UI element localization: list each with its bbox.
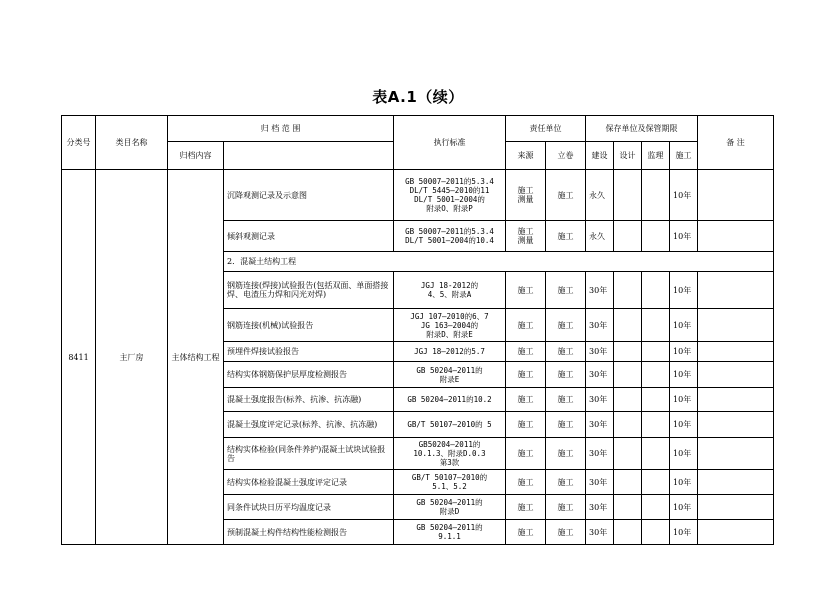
row-design bbox=[614, 342, 642, 362]
row-supervision bbox=[642, 170, 670, 221]
header-archive-content: 归档内容 bbox=[168, 142, 224, 170]
header-archive-scope: 归 档 范 围 bbox=[168, 116, 394, 142]
row-contractor: 10年 bbox=[670, 272, 698, 309]
row-remarks bbox=[698, 362, 774, 388]
row-supervision bbox=[642, 362, 670, 388]
row-supervision bbox=[642, 495, 670, 520]
row-contractor: 10年 bbox=[670, 362, 698, 388]
row-contractor: 10年 bbox=[670, 412, 698, 438]
row-remarks bbox=[698, 342, 774, 362]
header-responsible-unit: 责任单位 bbox=[506, 116, 586, 142]
row-filing: 施工 bbox=[546, 495, 586, 520]
row-supervision bbox=[642, 342, 670, 362]
row-name: 钢筋连接(焊接)试验报告(包括双面、单面搭接焊、电渣压力焊和闪光对焊) bbox=[224, 272, 394, 309]
row-source: 施工 bbox=[506, 412, 546, 438]
header-archive-content-blank bbox=[224, 142, 394, 170]
row-name: 混凝土强度报告(标养、抗渗、抗冻融) bbox=[224, 388, 394, 412]
header-source: 来源 bbox=[506, 142, 546, 170]
row-filing: 施工 bbox=[546, 362, 586, 388]
row-filing: 施工 bbox=[546, 470, 586, 495]
header-retention: 保存单位及保管期限 bbox=[586, 116, 698, 142]
row-remarks bbox=[698, 412, 774, 438]
row-name: 沉降观测记录及示意图 bbox=[224, 170, 394, 221]
row-design bbox=[614, 412, 642, 438]
row-source: 施工 bbox=[506, 438, 546, 470]
row-remarks bbox=[698, 272, 774, 309]
row-standard: JGJ 18—2012的5.7 bbox=[394, 342, 506, 362]
header-category-name: 类目名称 bbox=[96, 116, 168, 170]
row-source: 施工 bbox=[506, 309, 546, 342]
row-construction: 30年 bbox=[586, 388, 614, 412]
row-remarks bbox=[698, 520, 774, 545]
row-name: 同条件试块日历平均温度记录 bbox=[224, 495, 394, 520]
row-standard: GB 50204—2011的 9.1.1 bbox=[394, 520, 506, 545]
table-title: 表A.1（续） bbox=[372, 88, 464, 106]
row-construction: 永久 bbox=[586, 221, 614, 252]
row-supervision bbox=[642, 438, 670, 470]
row-supervision bbox=[642, 520, 670, 545]
row-source: 施工 bbox=[506, 470, 546, 495]
row-standard: GB/T 50107—2010的 5 bbox=[394, 412, 506, 438]
row-construction: 30年 bbox=[586, 520, 614, 545]
row-remarks bbox=[698, 309, 774, 342]
row-source: 施工 bbox=[506, 272, 546, 309]
row-construction: 30年 bbox=[586, 495, 614, 520]
row-name: 倾斜观测记录 bbox=[224, 221, 394, 252]
row-design bbox=[614, 272, 642, 309]
group-category-no: 8411 bbox=[62, 170, 96, 545]
row-standard: GB 50204—2011的 附录D bbox=[394, 495, 506, 520]
header-filing: 立卷 bbox=[546, 142, 586, 170]
row-supervision bbox=[642, 272, 670, 309]
row-design bbox=[614, 221, 642, 252]
row-construction: 30年 bbox=[586, 272, 614, 309]
row-filing: 施工 bbox=[546, 342, 586, 362]
row-contractor: 10年 bbox=[670, 438, 698, 470]
row-name: 预制混凝土构件结构性能检测报告 bbox=[224, 520, 394, 545]
archive-table bbox=[61, 115, 774, 545]
row-name: 钢筋连接(机械)试验报告 bbox=[224, 309, 394, 342]
row-construction: 永久 bbox=[586, 170, 614, 221]
row-construction: 30年 bbox=[586, 412, 614, 438]
row-construction: 30年 bbox=[586, 362, 614, 388]
row-source: 施工 测量 bbox=[506, 170, 546, 221]
row-name: 结构实体钢筋保护层厚度检测报告 bbox=[224, 362, 394, 388]
row-contractor: 10年 bbox=[670, 342, 698, 362]
row-contractor: 10年 bbox=[670, 520, 698, 545]
row-source: 施工 bbox=[506, 520, 546, 545]
row-contractor: 10年 bbox=[670, 470, 698, 495]
row-filing: 施工 bbox=[546, 438, 586, 470]
row-contractor: 10年 bbox=[670, 221, 698, 252]
row-standard: JGJ 107—2010的6、7 JG 163—2004的 附录D、附录E bbox=[394, 309, 506, 342]
header-remarks: 备 注 bbox=[698, 116, 774, 170]
row-remarks bbox=[698, 388, 774, 412]
row-remarks bbox=[698, 495, 774, 520]
row-design bbox=[614, 362, 642, 388]
header-standard: 执行标准 bbox=[394, 116, 506, 170]
row-remarks bbox=[698, 170, 774, 221]
row-construction: 30年 bbox=[586, 342, 614, 362]
row-filing: 施工 bbox=[546, 412, 586, 438]
header-contractor: 施工 bbox=[670, 142, 698, 170]
row-construction: 30年 bbox=[586, 438, 614, 470]
row-source: 施工 bbox=[506, 388, 546, 412]
row-supervision bbox=[642, 412, 670, 438]
row-name: 预埋件焊接试验报告 bbox=[224, 342, 394, 362]
row-construction: 30年 bbox=[586, 470, 614, 495]
row-source: 施工 bbox=[506, 362, 546, 388]
row-name: 混凝土强度评定记录(标养、抗渗、抗冻融) bbox=[224, 412, 394, 438]
row-standard: GB50204—2011的 10.1.3、附录D.0.3 第3款 bbox=[394, 438, 506, 470]
row-remarks bbox=[698, 438, 774, 470]
section-heading: 2．混凝土结构工程 bbox=[224, 252, 774, 272]
row-design bbox=[614, 170, 642, 221]
row-standard: GB 50204—2011的 附录E bbox=[394, 362, 506, 388]
row-filing: 施工 bbox=[546, 272, 586, 309]
row-filing: 施工 bbox=[546, 388, 586, 412]
row-filing: 施工 bbox=[546, 221, 586, 252]
row-design bbox=[614, 438, 642, 470]
row-standard: GB/T 50107—2010的 5.1、5.2 bbox=[394, 470, 506, 495]
header-design: 设计 bbox=[614, 142, 642, 170]
row-design bbox=[614, 388, 642, 412]
row-supervision bbox=[642, 470, 670, 495]
row-filing: 施工 bbox=[546, 309, 586, 342]
row-name: 结构实体检验混凝土强度评定记录 bbox=[224, 470, 394, 495]
row-name: 结构实体检验(同条件养护)混凝土试块试验报告 bbox=[224, 438, 394, 470]
header-category-no: 分类号 bbox=[62, 116, 96, 170]
row-design bbox=[614, 520, 642, 545]
row-source: 施工 bbox=[506, 495, 546, 520]
group-category-name: 主厂房 bbox=[96, 170, 168, 545]
header-construction: 建设 bbox=[586, 142, 614, 170]
row-remarks bbox=[698, 221, 774, 252]
row-contractor: 10年 bbox=[670, 170, 698, 221]
row-remarks bbox=[698, 470, 774, 495]
row-filing: 施工 bbox=[546, 520, 586, 545]
row-standard: GB 50007—2011的5.3.4 DL/T 5445—2010的11 DL/T 5001—2004的 附录O、附录P bbox=[394, 170, 506, 221]
row-construction: 30年 bbox=[586, 309, 614, 342]
row-filing: 施工 bbox=[546, 170, 586, 221]
header-supervision: 监理 bbox=[642, 142, 670, 170]
row-standard: GB 50007—2011的5.3.4 DL/T 5001—2004的10.4 bbox=[394, 221, 506, 252]
row-supervision bbox=[642, 309, 670, 342]
row-source: 施工 测量 bbox=[506, 221, 546, 252]
row-contractor: 10年 bbox=[670, 309, 698, 342]
row-design bbox=[614, 309, 642, 342]
row-standard: GB 50204—2011的10.2 bbox=[394, 388, 506, 412]
row-design bbox=[614, 470, 642, 495]
row-contractor: 10年 bbox=[670, 388, 698, 412]
row-design bbox=[614, 495, 642, 520]
group-archive-content: 主体结构工程 bbox=[168, 170, 224, 545]
row-source: 施工 bbox=[506, 342, 546, 362]
row-standard: JGJ 18-2012的 4、5、附录A bbox=[394, 272, 506, 309]
row-supervision bbox=[642, 388, 670, 412]
row-supervision bbox=[642, 221, 670, 252]
row-contractor: 10年 bbox=[670, 495, 698, 520]
